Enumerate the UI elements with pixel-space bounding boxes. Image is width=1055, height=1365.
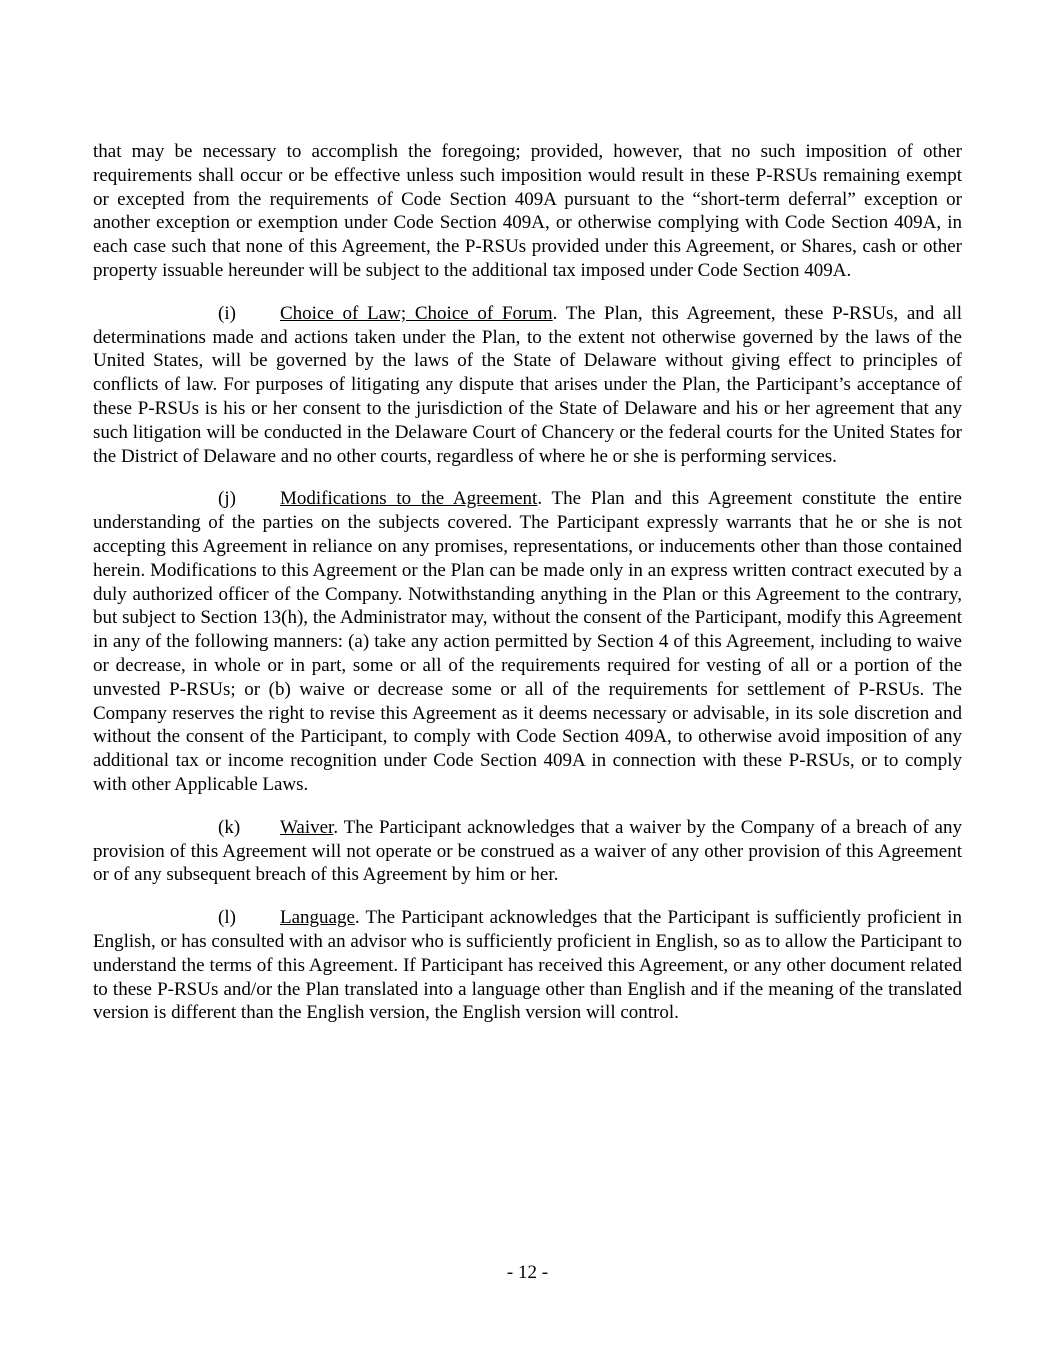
section-k-paragraph <box>93 816 962 887</box>
section-heading: Choice of Law; Choice of Forum <box>280 302 553 324</box>
section-j-paragraph <box>93 487 962 796</box>
document-body <box>93 140 962 1044</box>
section-number: (i) <box>218 302 236 324</box>
section-text: . The Participant acknowledges that a waiver by the Company of a breach of any provision of this Agreement will not operate or be construed as a waiver of any other provision of this Agreement or of any subsequent breach of this Agreement by him or her. <box>93 816 962 886</box>
page-number: - 12 - <box>506 1262 549 1283</box>
section-number: (k) <box>218 816 241 838</box>
section-text: . The Plan and this Agreement constitute the entire understanding of the parties on the subjects covered. The Participant expressly warrants that he or she is not accepting this Agreement in reliance on any promises, representations, or inducements other than those contained herein. Modifications to this Agreement or the Plan can be made only in an express written contract executed by a duly authorized officer of the Company. Notwithstanding anything in the Plan or this Agreement to the contrary, but subject to Section 13(h), the Administrator may, without the consent of the Participant, modify this Agreement in any of the following manners: (a) take any action permitted by Section 4 of this Agreement, including to waive or decrease, in whole or in part, some or all of the requirements required for vesting of all or a portion of the unvested P-RSUs; or (b) waive or decrease some or all of the requirements for settlement of P-RSUs. The Company reserves the right to revise this Agreement as it deems necessary or advisable, in its sole discretion and without the consent of the Participant, to comply with Code Section 409A, to otherwise avoid imposition of any additional tax or income recognition under Code Section 409A in connection with these P-RSUs, or to comply with other Applicable Laws. <box>93 488 962 795</box>
section-number: (l) <box>218 907 236 929</box>
continuation-paragraph: that may be necessary to accomplish the foregoing; provided, however, that no such imposition of other requirements shall occur or be effective unless such imposition would result in these P-RSUs remaining exempt or excepted from the requirements of Code Section 409A pursuant to the “short-term deferral” exception or another exception or exemption under Code Section 409A, or otherwise complying with Code Section 409A, in each case such that none of this Agreement, the P-RSUs provided under this Agreement, or Shares, cash or other property issuable hereunder will be subject to the additional tax imposed under Code Section 409A. <box>93 141 962 281</box>
section-heading: Language <box>280 907 355 929</box>
section-l-paragraph <box>93 906 962 1025</box>
section-text: . The Participant acknowledges that the Participant is sufficiently proficient in English, or has consulted with an advisor who is sufficiently proficient in English, so as to allow the Participant to understand the terms of this Agreement. If Participant has received this Agreement, or any other document related to these P-RSUs and/or the Plan translated into a language other than English and if the meaning of the translated version is different than the English version, the English version will control. <box>93 907 962 1024</box>
section-heading: Waiver <box>280 816 334 838</box>
section-i-paragraph <box>93 302 962 469</box>
section-number: (j) <box>218 488 236 510</box>
section-text: . The Plan, this Agreement, these P-RSUs, and all determinations made and actions taken under the Plan, to the extent not otherwise governed by the laws of the United States, will be governed by the laws of the State of Delaware without giving effect to principles of conflicts of law. For purposes of litigating any dispute that arises under the Plan, the Participant’s acceptance of these P-RSUs is his or her consent to the jurisdiction of the State of Delaware and his or her agreement that any such litigation will be conducted in the Delaware Court of Chancery or the federal courts for the United States for the District of Delaware and no other courts, regardless of where he or she is performing services. <box>93 302 962 467</box>
section-heading: Modifications to the Agreement <box>280 488 538 510</box>
